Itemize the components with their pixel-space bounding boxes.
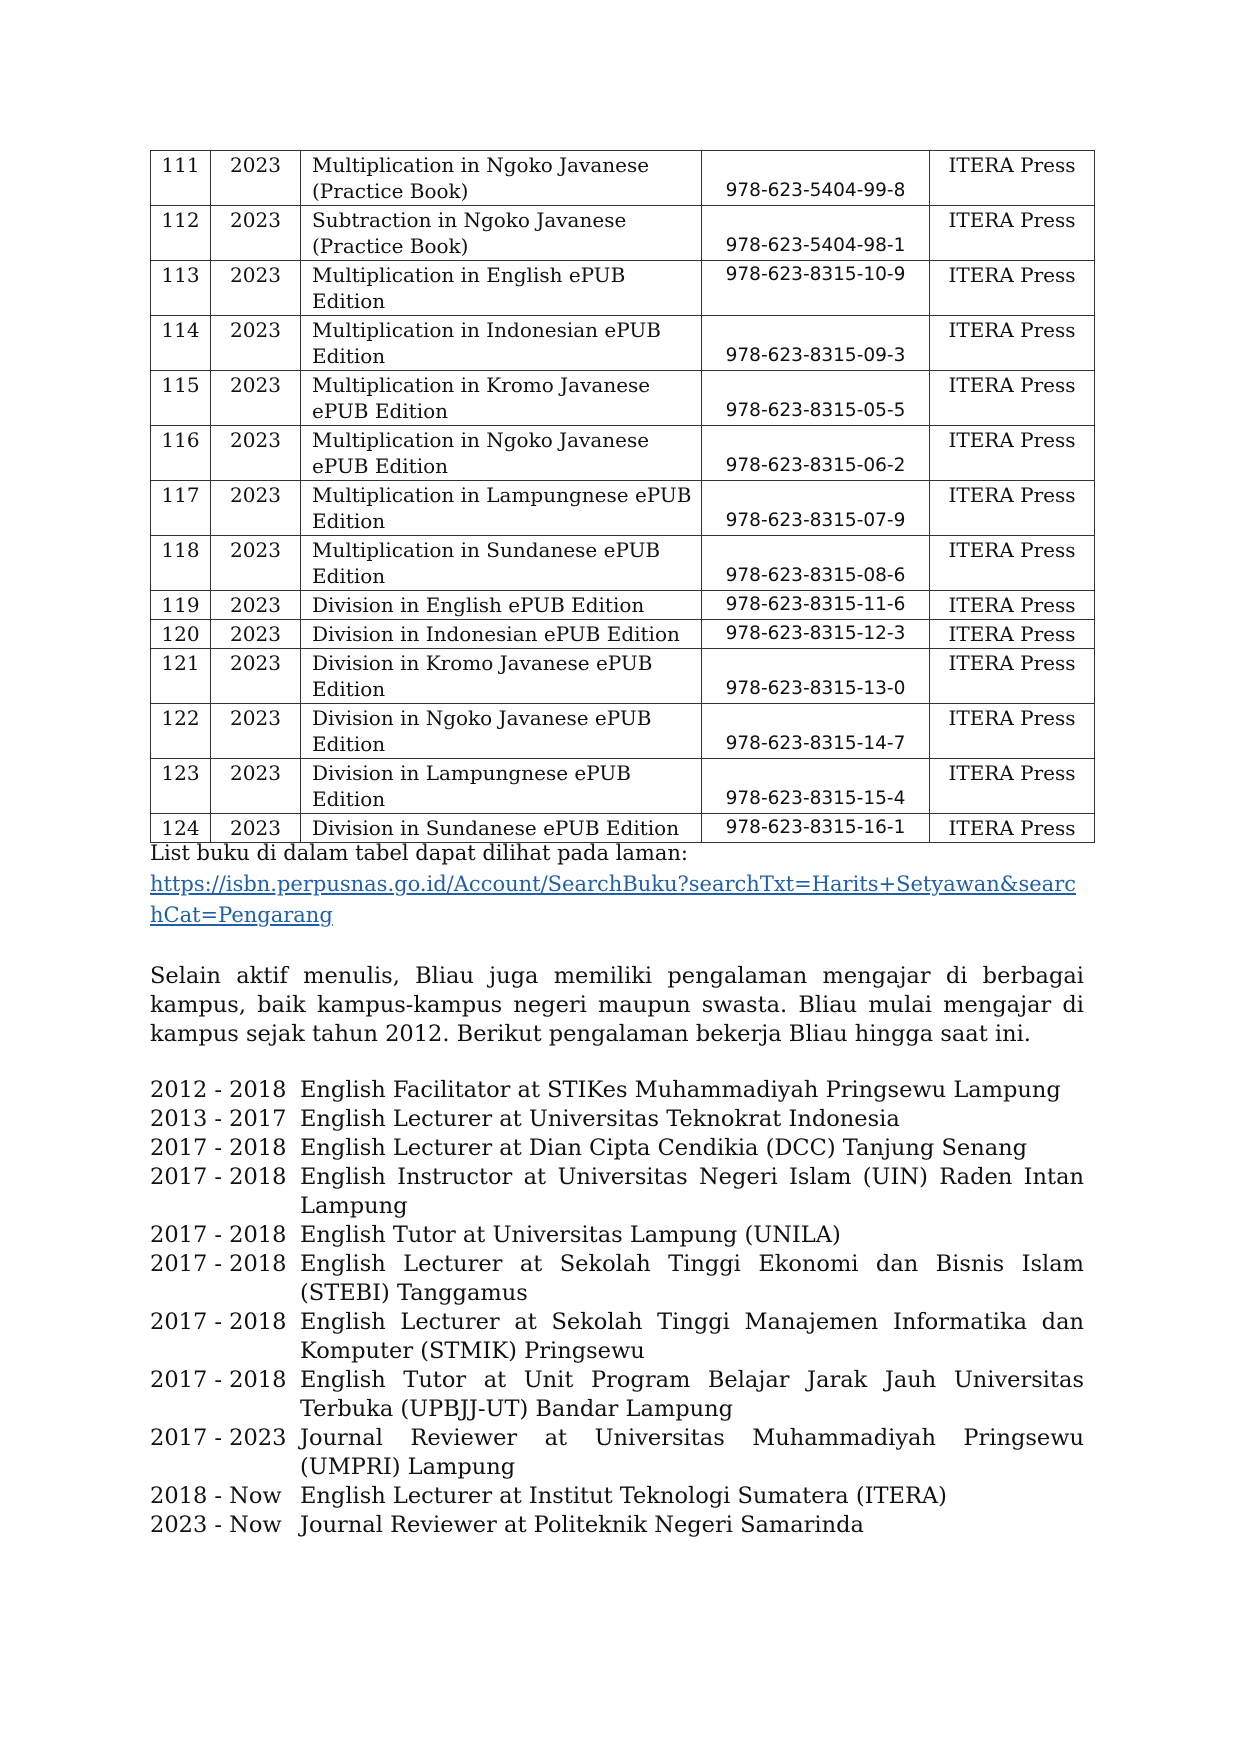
book-title: Division in English ePUB Edition (301, 591, 702, 620)
job-years: 2017 - 2018 (150, 1164, 287, 1190)
books-table (150, 150, 1095, 843)
job-role: English Tutor at Unit Program Belajar Jarak Jauh Universitas Terbuka (UPBJJ-UT) Bandar Lampung (300, 1367, 1084, 1422)
books-table-body (151, 151, 1095, 843)
book-year: 2023 (211, 151, 301, 206)
book-isbn: 978-623-8315-15-4 (702, 759, 930, 814)
job-years: 2017 - 2023 (150, 1425, 287, 1451)
book-year: 2023 (211, 591, 301, 620)
book-year: 2023 (211, 759, 301, 814)
job-role: English Instructor at Universitas Negeri Islam (UIN) Raden Intan Lampung (300, 1164, 1084, 1219)
book-list-note-text: List buku di dalam tabel dapat dilihat pada laman: (150, 841, 688, 865)
list-item (150, 1308, 1084, 1366)
table-row (151, 481, 1095, 536)
work-experience-list (150, 1076, 1084, 1540)
table-row (151, 704, 1095, 759)
book-publisher: ITERA Press (930, 151, 1095, 206)
book-year: 2023 (211, 620, 301, 649)
book-year: 2023 (211, 426, 301, 481)
book-publisher: ITERA Press (930, 426, 1095, 481)
book-publisher: ITERA Press (930, 261, 1095, 316)
book-publisher: ITERA Press (930, 759, 1095, 814)
book-number: 117 (151, 481, 211, 536)
book-year: 2023 (211, 814, 301, 843)
job-years: 2017 - 2018 (150, 1309, 287, 1335)
job-role: English Tutor at Universitas Lampung (UNILA) (300, 1222, 841, 1248)
book-publisher: ITERA Press (930, 814, 1095, 843)
table-row (151, 151, 1095, 206)
book-title: Division in Lampungnese ePUB Edition (301, 759, 702, 814)
book-isbn: 978-623-8315-05-5 (702, 371, 930, 426)
table-row (151, 206, 1095, 261)
table-row (151, 536, 1095, 591)
job-role: English Lecturer at Universitas Teknokrat Indonesia (300, 1106, 900, 1132)
book-isbn: 978-623-8315-07-9 (702, 481, 930, 536)
book-year: 2023 (211, 536, 301, 591)
book-title: Division in Kromo Javanese ePUB Edition (301, 649, 702, 704)
book-isbn: 978-623-8315-06-2 (702, 426, 930, 481)
book-number: 116 (151, 426, 211, 481)
book-year: 2023 (211, 316, 301, 371)
book-year: 2023 (211, 649, 301, 704)
book-number: 113 (151, 261, 211, 316)
table-row (151, 620, 1095, 649)
book-title: Division in Indonesian ePUB Edition (301, 620, 702, 649)
job-years: 2018 - Now (150, 1483, 282, 1509)
job-role: English Facilitator at STIKes Muhammadiyah Pringsewu Lampung (300, 1077, 1061, 1103)
book-publisher: ITERA Press (930, 206, 1095, 261)
job-years: 2012 - 2018 (150, 1077, 287, 1103)
book-publisher: ITERA Press (930, 536, 1095, 591)
book-title: Multiplication in Lampungnese ePUB Edition (301, 481, 702, 536)
intro-paragraph: Selain aktif menulis, Bliau juga memiliki pengalaman mengajar di berbagai kampus, baik kampus-kampus negeri maupun swasta. Bliau mulai mengajar di kampus sejak tahun 2012. Berikut pengalaman bekerja Bliau hingga saat ini. (150, 963, 1084, 1047)
job-years: 2013 - 2017 (150, 1106, 287, 1132)
list-item (150, 1366, 1084, 1424)
job-years: 2017 - 2018 (150, 1222, 287, 1248)
book-publisher: ITERA Press (930, 704, 1095, 759)
book-title: Multiplication in Sundanese ePUB Edition (301, 536, 702, 591)
list-item (150, 1250, 1084, 1308)
job-role: Journal Reviewer at Universitas Muhammadiyah Pringsewu (UMPRI) Lampung (300, 1425, 1084, 1480)
list-item (150, 1424, 1084, 1482)
book-year: 2023 (211, 481, 301, 536)
book-number: 123 (151, 759, 211, 814)
book-title: Multiplication in Ngoko Javanese ePUB Edition (301, 426, 702, 481)
book-title: Multiplication in English ePUB Edition (301, 261, 702, 316)
book-number: 112 (151, 206, 211, 261)
job-role: Journal Reviewer at Politeknik Negeri Samarinda (300, 1512, 864, 1538)
list-item (150, 1076, 1084, 1105)
table-row (151, 591, 1095, 620)
book-title: Multiplication in Ngoko Javanese (Practice Book) (301, 151, 702, 206)
job-years: 2023 - Now (150, 1512, 282, 1538)
book-number: 121 (151, 649, 211, 704)
book-isbn: 978-623-5404-99-8 (702, 151, 930, 206)
book-publisher: ITERA Press (930, 620, 1095, 649)
table-row (151, 371, 1095, 426)
table-row (151, 759, 1095, 814)
book-publisher: ITERA Press (930, 481, 1095, 536)
book-number: 111 (151, 151, 211, 206)
job-years: 2017 - 2018 (150, 1251, 287, 1277)
list-item (150, 1221, 1084, 1250)
book-year: 2023 (211, 206, 301, 261)
job-years: 2017 - 2018 (150, 1135, 287, 1161)
book-number: 118 (151, 536, 211, 591)
book-number: 122 (151, 704, 211, 759)
book-isbn: 978-623-8315-12-3 (702, 620, 930, 649)
book-isbn: 978-623-8315-13-0 (702, 649, 930, 704)
book-publisher: ITERA Press (930, 371, 1095, 426)
table-row (151, 261, 1095, 316)
book-year: 2023 (211, 371, 301, 426)
book-number: 124 (151, 814, 211, 843)
job-role: English Lecturer at Sekolah Tinggi Manajemen Informatika dan Komputer (STMIK) Pringsewu (300, 1309, 1084, 1364)
job-years: 2017 - 2018 (150, 1367, 287, 1393)
book-publisher: ITERA Press (930, 316, 1095, 371)
list-item (150, 1482, 1084, 1511)
job-role: English Lecturer at Dian Cipta Cendikia (DCC) Tanjung Senang (300, 1135, 1027, 1161)
job-role: English Lecturer at Sekolah Tinggi Ekonomi dan Bisnis Islam (STEBI) Tanggamus (300, 1251, 1084, 1306)
book-number: 120 (151, 620, 211, 649)
table-row (151, 426, 1095, 481)
book-isbn: 978-623-8315-09-3 (702, 316, 930, 371)
table-row (151, 316, 1095, 371)
list-item (150, 1511, 1084, 1540)
table-row (151, 649, 1095, 704)
book-isbn: 978-623-8315-08-6 (702, 536, 930, 591)
job-role: English Lecturer at Institut Teknologi Sumatera (ITERA) (300, 1483, 947, 1509)
book-year: 2023 (211, 704, 301, 759)
book-title: Multiplication in Indonesian ePUB Edition (301, 316, 702, 371)
book-isbn: 978-623-8315-16-1 (702, 814, 930, 843)
book-list-note (150, 838, 1084, 931)
isbn-search-link[interactable]: https://isbn.perpusnas.go.id/Account/SearchBuku?searchTxt=Harits+Setyawan&searchCat=Pengarang (150, 872, 1076, 927)
book-number: 115 (151, 371, 211, 426)
book-isbn: 978-623-5404-98-1 (702, 206, 930, 261)
book-number: 119 (151, 591, 211, 620)
list-item (150, 1134, 1084, 1163)
list-item (150, 1163, 1084, 1221)
list-item (150, 1105, 1084, 1134)
book-publisher: ITERA Press (930, 591, 1095, 620)
book-isbn: 978-623-8315-11-6 (702, 591, 930, 620)
book-isbn: 978-623-8315-10-9 (702, 261, 930, 316)
book-title: Multiplication in Kromo Javanese ePUB Edition (301, 371, 702, 426)
book-title: Division in Sundanese ePUB Edition (301, 814, 702, 843)
book-title: Subtraction in Ngoko Javanese (Practice Book) (301, 206, 702, 261)
book-title: Division in Ngoko Javanese ePUB Edition (301, 704, 702, 759)
book-number: 114 (151, 316, 211, 371)
book-isbn: 978-623-8315-14-7 (702, 704, 930, 759)
book-year: 2023 (211, 261, 301, 316)
book-publisher: ITERA Press (930, 649, 1095, 704)
